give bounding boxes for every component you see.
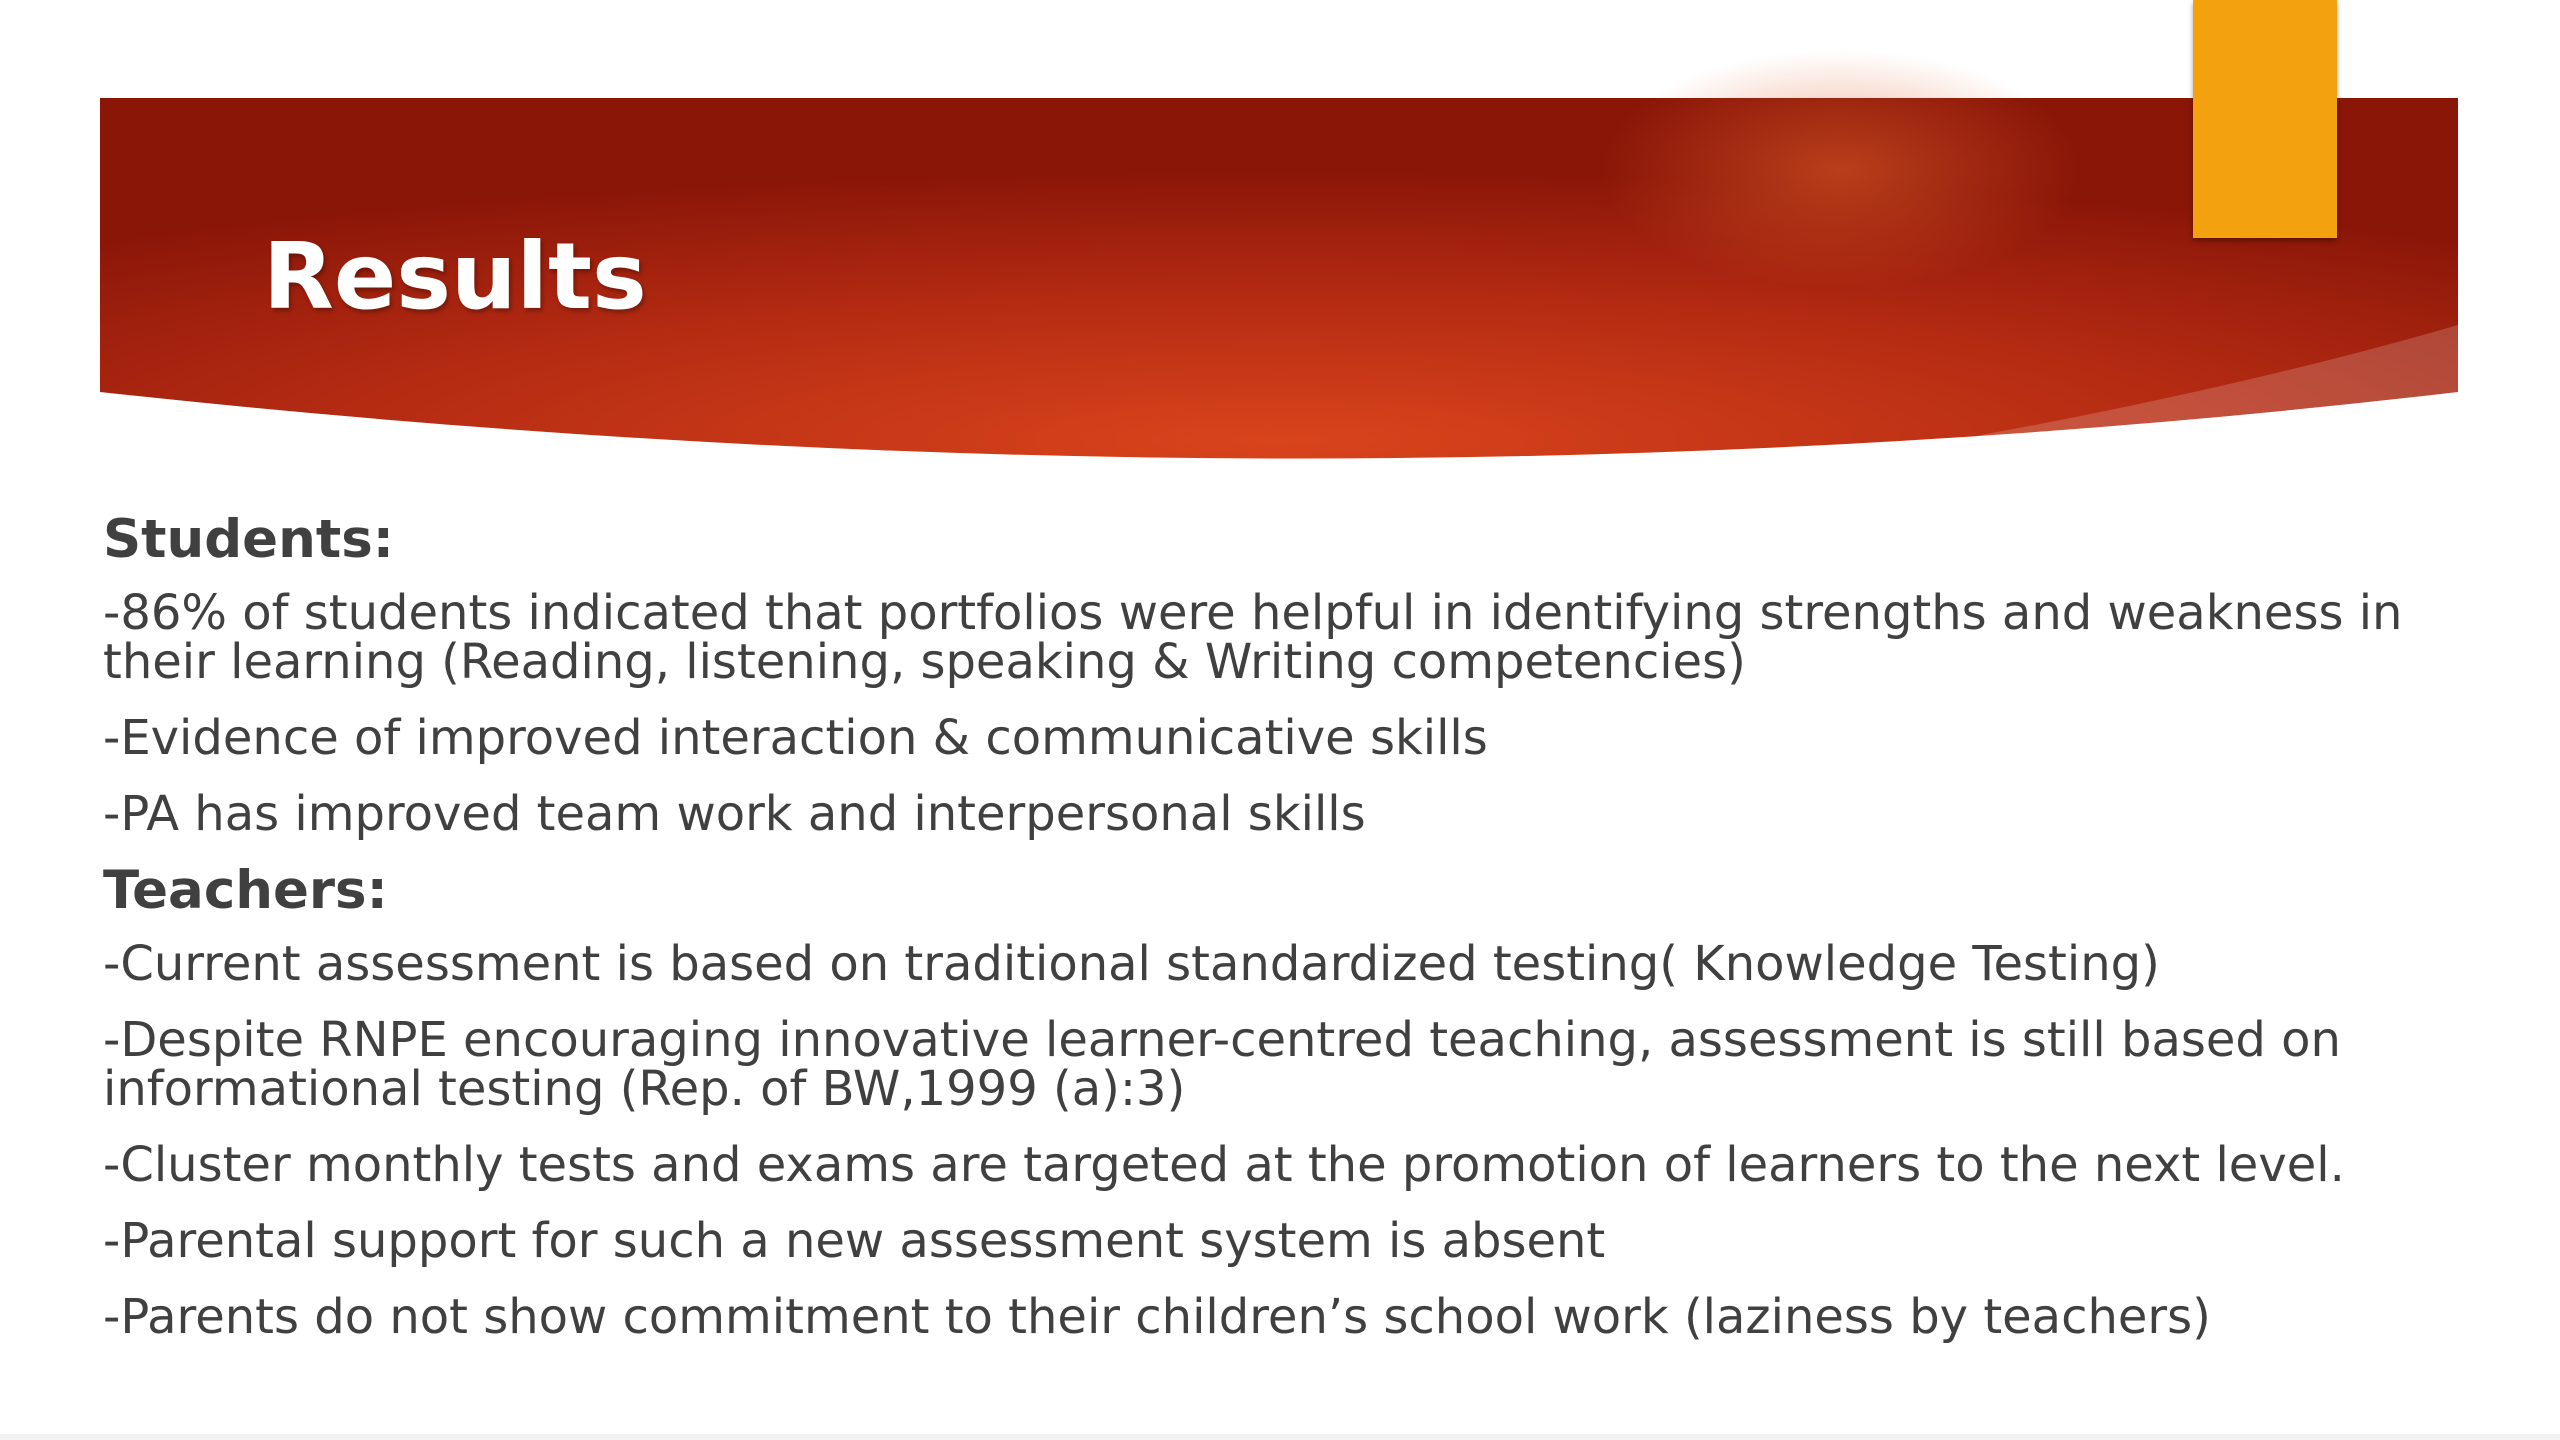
teachers-point-5: -Parents do not show commitment to their children’s school work (laziness by teachers)	[103, 1289, 2211, 1345]
teachers-point-2	[103, 1012, 2463, 1117]
slide-body	[103, 505, 2463, 1369]
section-heading-students: Students:	[103, 509, 394, 570]
students-point-2: -Evidence of improved interaction & communicative skills	[103, 710, 1488, 766]
students-point-1-line-1: -86% of students indicated that portfolios were helpful in identifying strengths and weakness in	[103, 585, 2403, 641]
teachers-point-2-line-2: informational testing (Rep. of BW,1999 (a):3)	[103, 1061, 1186, 1117]
teachers-point-4: -Parental support for such a new assessment system is absent	[103, 1213, 1606, 1269]
section-heading-teachers: Teachers:	[103, 860, 388, 921]
teachers-point-2-line-1: -Despite RNPE encouraging innovative learner-centred teaching, assessment is still based on	[103, 1012, 2341, 1068]
bottom-divider	[0, 1434, 2560, 1440]
students-point-1-line-2: their learning (Reading, listening, speaking & Writing competencies)	[103, 634, 1746, 690]
slide-title: Results	[263, 223, 647, 330]
students-point-3: -PA has improved team work and interpersonal skills	[103, 786, 1366, 842]
teachers-point-1: -Current assessment is based on traditional standardized testing( Knowledge Testing)	[103, 936, 2160, 992]
accent-tab	[2193, 0, 2337, 238]
teachers-point-3: -Cluster monthly tests and exams are targeted at the promotion of learners to the next level.	[103, 1137, 2345, 1193]
students-point-1	[103, 585, 2463, 690]
